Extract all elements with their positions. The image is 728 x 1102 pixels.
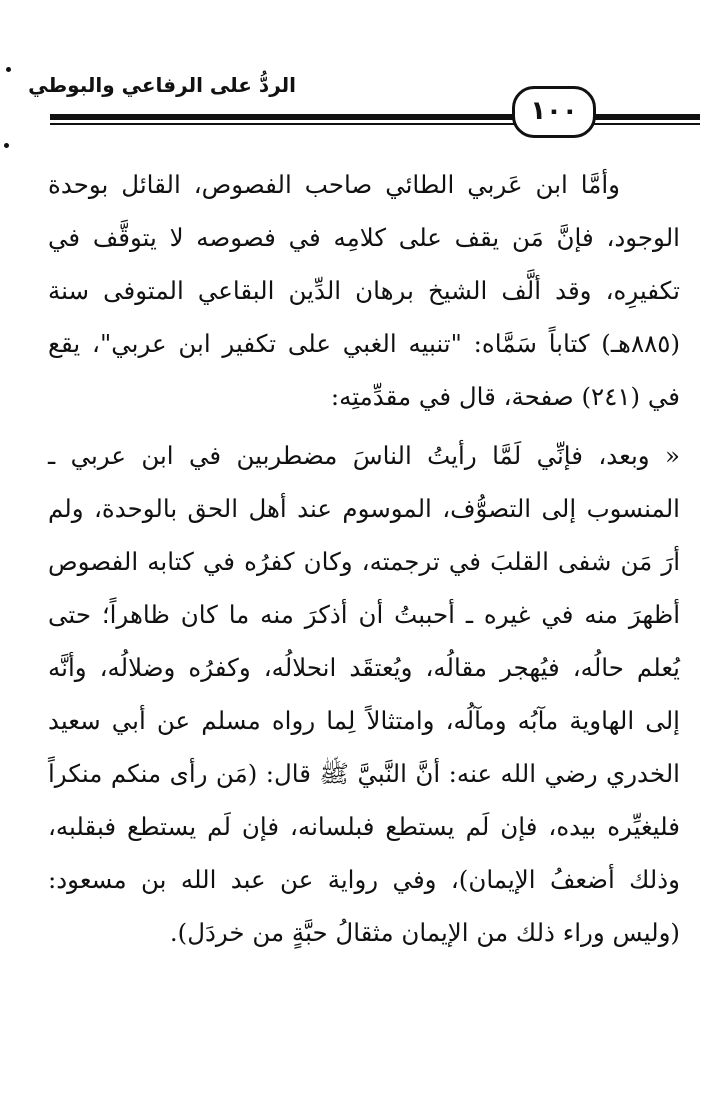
header-rule-thick [50,114,700,120]
running-header-title: الردُّ على الرفاعي والبوطي [28,73,296,97]
paragraph-intro: وأمَّا ابن عَربي الطائي صاحب الفصوص، القائل بوحدة الوجود، فإنَّ مَن يقف على كلامِه في فصوصه لا يتوقَّف في تكفيرِه، وقد ألَّف الشيخ برهان الدِّين البقاعي المتوفى سنة (٨٨٥هـ) كتاباً سَمَّاه: "تنبيه الغبي على تكفير ابن عربي"، يقع في (٢٤١) صفحة، قال في مقدِّمتِه: [48,170,680,411]
margin-dot-bottom [4,143,9,148]
body-text [48,158,680,959]
page-number: ١٠٠ [512,86,596,138]
margin-dot-top [6,67,11,72]
paragraph-quote: « وبعد، فإنِّي لَمَّا رأيتُ الناسَ مضطربين في ابن عربي ـ المنسوب إلى التصوُّف، الموسوم عند أهل الحق بالوحدة، ولم أرَ مَن شفى القلبَ في ترجمته، وكان كفرُه في كتابه الفصوص أظهرَ منه في غيره ـ أحببتُ أن أذكرَ منه ما كان ظاهراً؛ حتى يُعلم حالُه، فيُهجر مقالُه، ويُعتقَد انحلالُه، وكفرُه وضلالُه، وأنَّه إلى الهاوية مآبُه ومآلُه، وامتثالاً لِما رواه مسلم عن أبي سعيد الخدري رضي الله عنه: أنَّ النَّبيَّ ﷺ قال: (مَن رأى منكم منكراً فليغيِّره بيده، فإن لَم يستطع فبلسانه، فإن لَم يستطع فبقلبه، وذلك أضعفُ الإيمان)، وفي رواية عن عبد الله بن مسعود: (وليس وراء ذلك من الإيمان مثقالُ حبَّةٍ من خردَل). [48,441,680,947]
header-rule-thin [50,123,700,125]
